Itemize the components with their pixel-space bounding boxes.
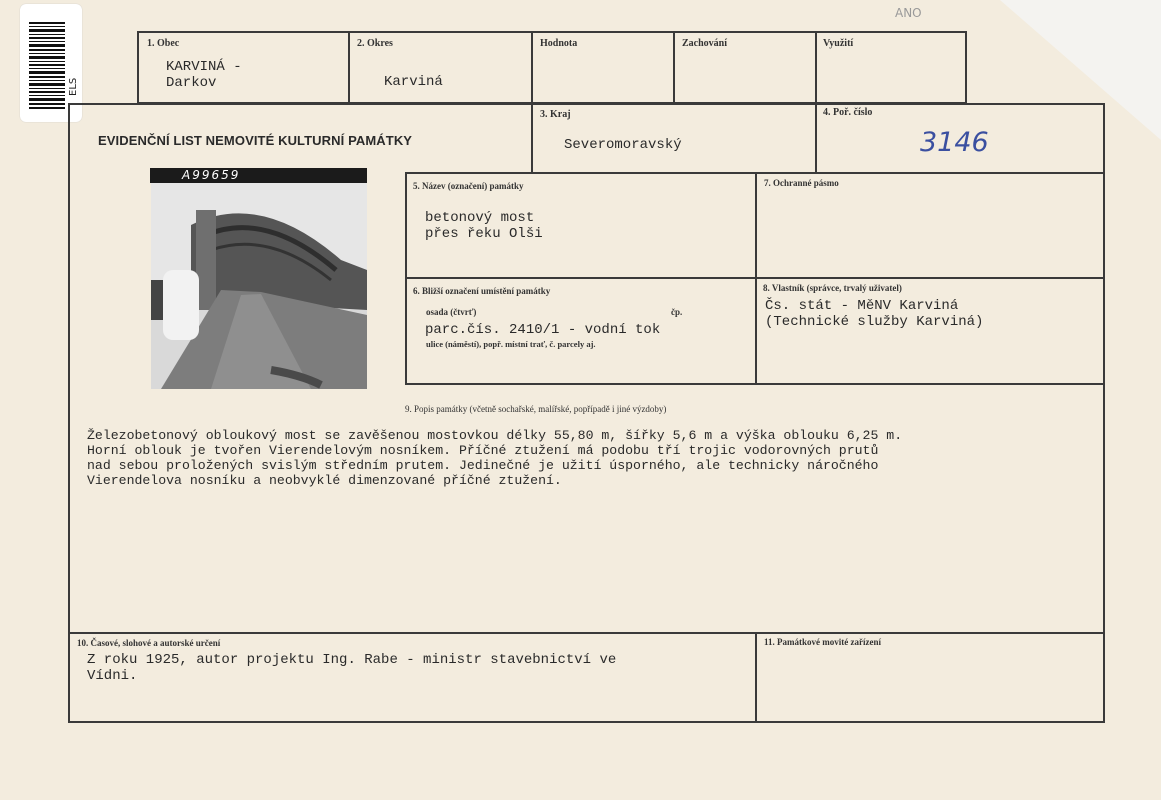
osada-label: osada (čtvrť) (426, 307, 477, 317)
zarizeni-label: 11. Památkové movité zařízení (764, 637, 881, 647)
vyuziti-label: Využití (823, 38, 854, 49)
vlastnik-value: Čs. stát - MěNV Karviná (Technické služby Karviná) (765, 298, 984, 330)
hodnota-label: Hodnota (540, 38, 578, 49)
barcode-icon (29, 22, 65, 110)
cp-label: čp. (671, 307, 683, 317)
vlastnik-label: 8. Vlastník (správce, trvalý uživatel) (763, 283, 902, 293)
urceni-value: Z roku 1925, autor projektu Ing. Rabe - ministr stavebnictví ve Vídni. (87, 652, 617, 684)
umisteni-label: 6. Bližší označení umístění památky (413, 286, 551, 296)
por-cislo-value: 3146 (920, 127, 989, 158)
popis-label: 9. Popis památky (včetně sochařské, malířské, popřípadě i jiné výzdoby) (405, 404, 667, 414)
popis-value: Železobetonový obloukový most se zavěšenou mostovkou délky 55,80 m, šířky 5,6 m a výška oblouku 6,25 m. Horní oblouk je tvořen Vierendelovým nosníkem. Příčné ztužení má podobu tří trojic vodorovných prutů nad sebou proložených svislým středním prutem. Jedinečné je užití úsporného, ale technicky náročného Vierendelova nosníku a neobvyklé dimenzované příčné ztužení. (87, 428, 903, 488)
monument-photo (151, 170, 367, 389)
nazev-value: betonový most přes řeku Olši (425, 210, 543, 242)
urceni-label: 10. Časové, slohové a autorské určení (77, 638, 221, 648)
photo-id: A99659 (182, 168, 241, 182)
okres-value: Karviná (384, 74, 443, 90)
form-title: EVIDENČNÍ LIST NEMOVITÉ KULTURNÍ PAMÁTKY (98, 133, 413, 148)
nazev-label: 5. Název (označení) památky (413, 181, 524, 191)
ochranne-pasmo-label: 7. Ochranné pásmo (764, 178, 839, 188)
kraj-value: Severomoravský (564, 137, 682, 153)
kraj-label: 3. Kraj (540, 109, 571, 120)
bridge-photo-icon (151, 170, 367, 389)
sticker-code: ELS (68, 77, 79, 96)
ulice-label: ulice (náměstí), popř. místní trať, č. parcely aj. (426, 339, 596, 349)
obec-value: KARVINÁ - Darkov (166, 59, 242, 91)
umisteni-value: parc.čís. 2410/1 - vodní tok (425, 322, 661, 338)
photo-id-strip (150, 168, 367, 183)
okres-label: 2. Okres (357, 38, 393, 49)
por-cislo-label: 4. Poř. číslo (823, 107, 873, 118)
zachovani-label: Zachování (682, 38, 728, 49)
pencil-mark: ANO (895, 6, 922, 20)
obec-label: 1. Obec (147, 38, 180, 49)
